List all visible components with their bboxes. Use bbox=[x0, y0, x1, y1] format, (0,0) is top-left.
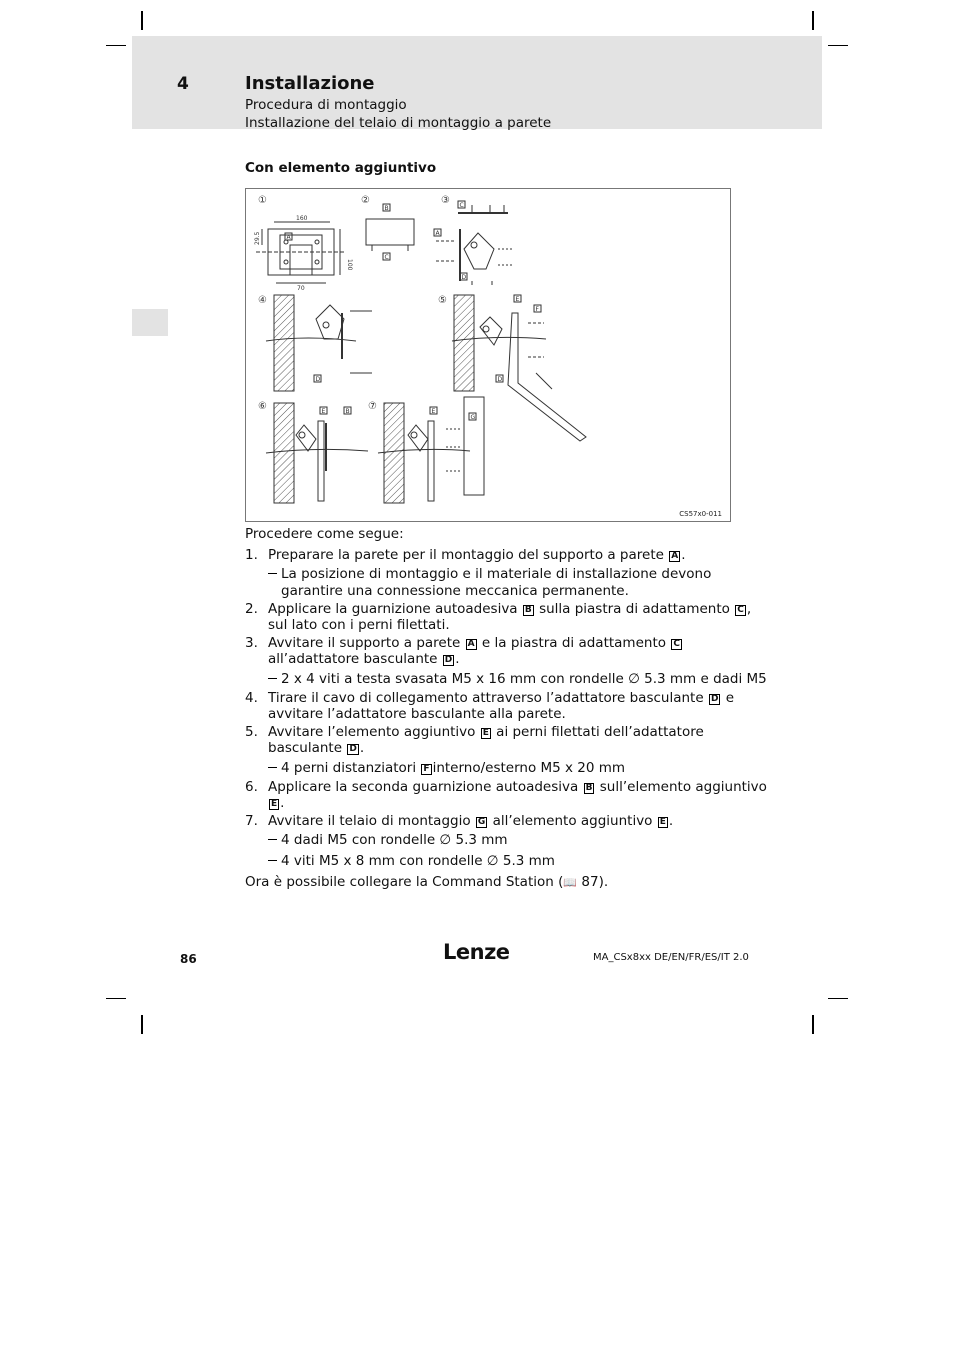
dimension-label: 160 bbox=[296, 215, 308, 222]
mount-frame-drawing bbox=[378, 397, 484, 503]
document-code: MA_CSx8xx DE/EN/FR/ES/IT 2.0 bbox=[593, 952, 749, 963]
step-text: Applicare la seconda guarnizione autoadesiva B sull’elemento aggiuntivo bbox=[268, 779, 767, 795]
crop-mark bbox=[812, 11, 814, 30]
step-number: 2. bbox=[245, 601, 258, 617]
side-tab-marker bbox=[132, 309, 168, 336]
chapter-subtitle: Procedura di montaggio bbox=[245, 97, 407, 113]
step-subitem: 4 perni distanziatori F interno/esterno M5 x 20 mm bbox=[268, 760, 625, 777]
part-label: A bbox=[435, 230, 440, 237]
intro-text: Procedere come segue: bbox=[245, 526, 404, 542]
section-title: Con elemento aggiuntivo bbox=[245, 160, 437, 176]
step-text: Avvitare il supporto a parete A e la piastra di adattamento C bbox=[268, 635, 680, 651]
dimension-label: 29.5 bbox=[254, 231, 261, 245]
chapter-subtitle: Installazione del telaio di montaggio a parete bbox=[245, 115, 552, 131]
step-text: E . bbox=[271, 795, 285, 811]
step-text: Preparare la parete per il montaggio del supporto a parete A . bbox=[268, 547, 686, 563]
crop-mark bbox=[106, 998, 126, 999]
step-text: sul lato con i perni filettati. bbox=[268, 617, 450, 633]
step-text: Tirare il cavo di collegamento attraverso l’adattatore basculante D e bbox=[268, 690, 735, 706]
step-marker: ① bbox=[258, 195, 267, 206]
part-label: D bbox=[461, 274, 467, 281]
part-label: B bbox=[384, 205, 389, 212]
step-subitem: 4 dadi M5 con rondelle ∅ 5.3 mm bbox=[268, 832, 508, 849]
part-label: B bbox=[345, 408, 350, 415]
installation-diagram bbox=[246, 189, 730, 521]
step-number: 3. bbox=[245, 635, 258, 651]
step-subitem: 2 x 4 viti a testa svasata M5 x 16 mm con rondelle ∅ 5.3 mm e dadi M5 bbox=[268, 671, 767, 688]
crop-mark bbox=[812, 1015, 814, 1034]
step-text: avvitare l’adattatore basculante alla parete. bbox=[268, 706, 566, 722]
part-label: E bbox=[431, 408, 436, 415]
step-marker: ⑤ bbox=[438, 295, 447, 306]
wall-bracket-drawing bbox=[254, 215, 353, 292]
lenze-logo: Lenze bbox=[443, 940, 510, 964]
step-marker: ⑥ bbox=[258, 401, 267, 412]
seal-plate-drawing bbox=[366, 204, 414, 261]
dimension-label: 100 bbox=[346, 259, 353, 271]
book-icon: 📖 bbox=[563, 876, 578, 889]
dimension-label: 70 bbox=[297, 285, 305, 292]
step-marker: ④ bbox=[258, 295, 267, 306]
step-text: all’adattatore basculante D . bbox=[268, 651, 460, 667]
figure-code: CS57x0-011 bbox=[679, 510, 722, 518]
seal-addon-drawing bbox=[266, 403, 368, 503]
part-label: E bbox=[515, 296, 520, 303]
step-number: 5. bbox=[245, 724, 258, 740]
part-label: F bbox=[535, 306, 539, 313]
part-label: D bbox=[497, 376, 503, 383]
step-marker: ⑦ bbox=[368, 401, 377, 412]
part-label: E bbox=[321, 408, 326, 415]
step-number: 6. bbox=[245, 779, 258, 795]
installation-figure bbox=[245, 188, 731, 522]
step-marker: ② bbox=[361, 195, 370, 206]
part-label: C bbox=[459, 202, 464, 209]
crop-mark bbox=[106, 45, 126, 46]
step-text: Avvitare il telaio di montaggio G all’elemento aggiuntivo E . bbox=[268, 813, 674, 829]
page-number: 86 bbox=[180, 952, 197, 966]
step-subitem: garantire una connessione meccanica permanente. bbox=[281, 583, 629, 599]
step-number: 4. bbox=[245, 690, 258, 706]
tilt-adapter-drawing bbox=[434, 201, 512, 285]
step-text: basculante D . bbox=[268, 740, 365, 756]
part-label: D bbox=[315, 376, 321, 383]
chapter-number: 4 bbox=[177, 74, 189, 94]
chapter-title: Installazione bbox=[245, 73, 375, 94]
crop-mark bbox=[828, 45, 848, 46]
step-subitem: 4 viti M5 x 8 mm con rondelle ∅ 5.3 mm bbox=[268, 853, 555, 870]
crop-mark bbox=[141, 11, 143, 30]
part-label: A bbox=[286, 234, 291, 241]
step-text: Applicare la guarnizione autoadesiva B sulla piastra di adattamento C , bbox=[268, 601, 752, 617]
step-text: Avvitare l’elemento aggiuntivo E ai perni filettati dell’adattatore bbox=[268, 724, 704, 740]
crop-mark bbox=[141, 1015, 143, 1034]
step-number: 7. bbox=[245, 813, 258, 829]
step-marker: ③ bbox=[441, 195, 450, 206]
step-subitem: La posizione di montaggio e il materiale di installazione devono bbox=[268, 566, 711, 583]
part-label: C bbox=[384, 254, 389, 261]
part-label: G bbox=[470, 414, 476, 421]
crop-mark bbox=[828, 998, 848, 999]
final-text: Ora è possibile collegare la Command Station (📖 87). bbox=[245, 874, 609, 890]
wall-mount-drawing bbox=[266, 295, 372, 391]
step-number: 1. bbox=[245, 547, 258, 563]
